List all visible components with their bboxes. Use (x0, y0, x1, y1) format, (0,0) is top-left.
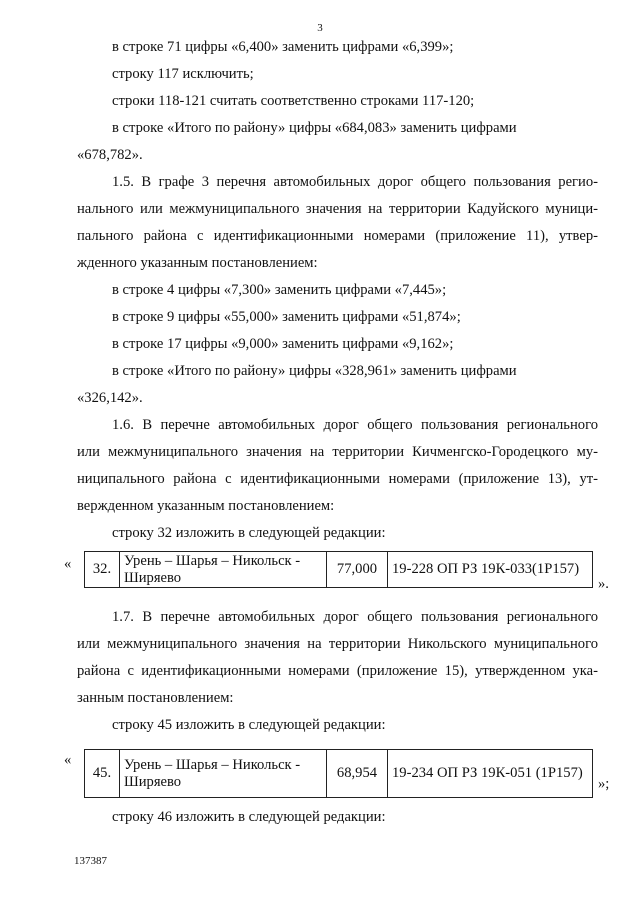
paragraph-1-5-line: жденного указанным постановлением: (77, 255, 318, 271)
text-line: в строке «Итого по району» цифры «684,083» заменить цифрами (112, 120, 517, 136)
text-line: в строке 4 цифры «7,300» заменить цифрами «7,445»; (112, 282, 447, 298)
road-row-table-32 (84, 551, 593, 588)
text-line: в строке 17 цифры «9,000» заменить цифрами «9,162»; (112, 336, 454, 352)
open-quote: « (64, 752, 72, 768)
text-line: строку 32 изложить в следующей редакции: (112, 525, 386, 541)
paragraph-text: 1.6. В перечне автомобильных дорог общего пользования регионального (112, 417, 598, 433)
road-name-line: Урень – Шарья – Никольск - (124, 756, 301, 773)
open-quote: « (64, 556, 72, 572)
road-id: 19-228 ОП РЗ 19К-033(1Р157) (388, 552, 593, 588)
paragraph-text: района с идентификационными номерами (приложение 15), утвержденном ука- (77, 663, 598, 679)
road-row-table-45 (84, 749, 593, 798)
page-number: 3 (317, 22, 323, 34)
text-line: строку 117 исключить; (112, 66, 254, 82)
text-line: строку 45 изложить в следующей редакции: (112, 717, 386, 733)
text-line: «326,142». (77, 390, 143, 406)
text-line: «678,782». (77, 147, 143, 163)
paragraph-text: нального или межмуниципального значения на территории Кадуйского муници- (77, 201, 598, 217)
document-code: 137387 (74, 855, 107, 867)
paragraph-1-6-line: вержденном указанным постановлением: (77, 498, 335, 514)
paragraph-text: ниципального района с идентификационными номерами (приложение 13), ут- (77, 471, 598, 487)
paragraph-1-7-line (112, 608, 598, 626)
paragraph-text: или межмуниципального значения на территории Кичменгско-Городецкого му- (77, 444, 598, 460)
text-line: строки 118-121 считать соответственно строками 117-120; (112, 93, 475, 109)
table-row (85, 750, 593, 798)
text-line: в строке 71 цифры «6,400» заменить цифрами «6,399»; (112, 39, 454, 55)
paragraph-1-6-line (77, 470, 598, 488)
close-quote: »; (598, 776, 610, 792)
close-quote: ». (598, 576, 609, 592)
road-name-cell (120, 750, 327, 798)
paragraph-1-5-line (112, 173, 598, 191)
paragraph-1-6-line (112, 416, 598, 434)
road-length: 77,000 (327, 552, 388, 588)
road-name-line: Ширяево (124, 773, 182, 790)
paragraph-text: пального района с идентификационными номерами (приложение 11), утвер- (77, 228, 598, 244)
row-number: 32. (85, 552, 120, 588)
paragraph-text: или межмуниципального значения на территории Никольского муниципального (77, 636, 598, 652)
paragraph-1-7-line: занным постановлением: (77, 690, 234, 706)
paragraph-1-6-line (77, 443, 598, 461)
row-number: 45. (85, 750, 120, 798)
paragraph-1-5-line (77, 200, 598, 218)
text-line: в строке 9 цифры «55,000» заменить цифрами «51,874»; (112, 309, 461, 325)
paragraph-1-7-line (77, 662, 598, 680)
paragraph-1-7-line (77, 635, 598, 653)
road-name-line: Ширяево (124, 569, 182, 586)
table-row (85, 552, 593, 588)
road-id: 19-234 ОП РЗ 19К-051 (1Р157) (388, 750, 593, 798)
paragraph-text: 1.5. В графе 3 перечня автомобильных дорог общего пользования регио- (112, 174, 598, 190)
road-name-line: Урень – Шарья – Никольск - (124, 552, 301, 569)
text-line: строку 46 изложить в следующей редакции: (112, 809, 386, 825)
paragraph-1-5-line (77, 227, 598, 245)
paragraph-text: 1.7. В перечне автомобильных дорог общего пользования регионального (112, 609, 598, 625)
road-name-cell (120, 552, 327, 588)
road-length: 68,954 (327, 750, 388, 798)
text-line: в строке «Итого по району» цифры «328,961» заменить цифрами (112, 363, 517, 379)
